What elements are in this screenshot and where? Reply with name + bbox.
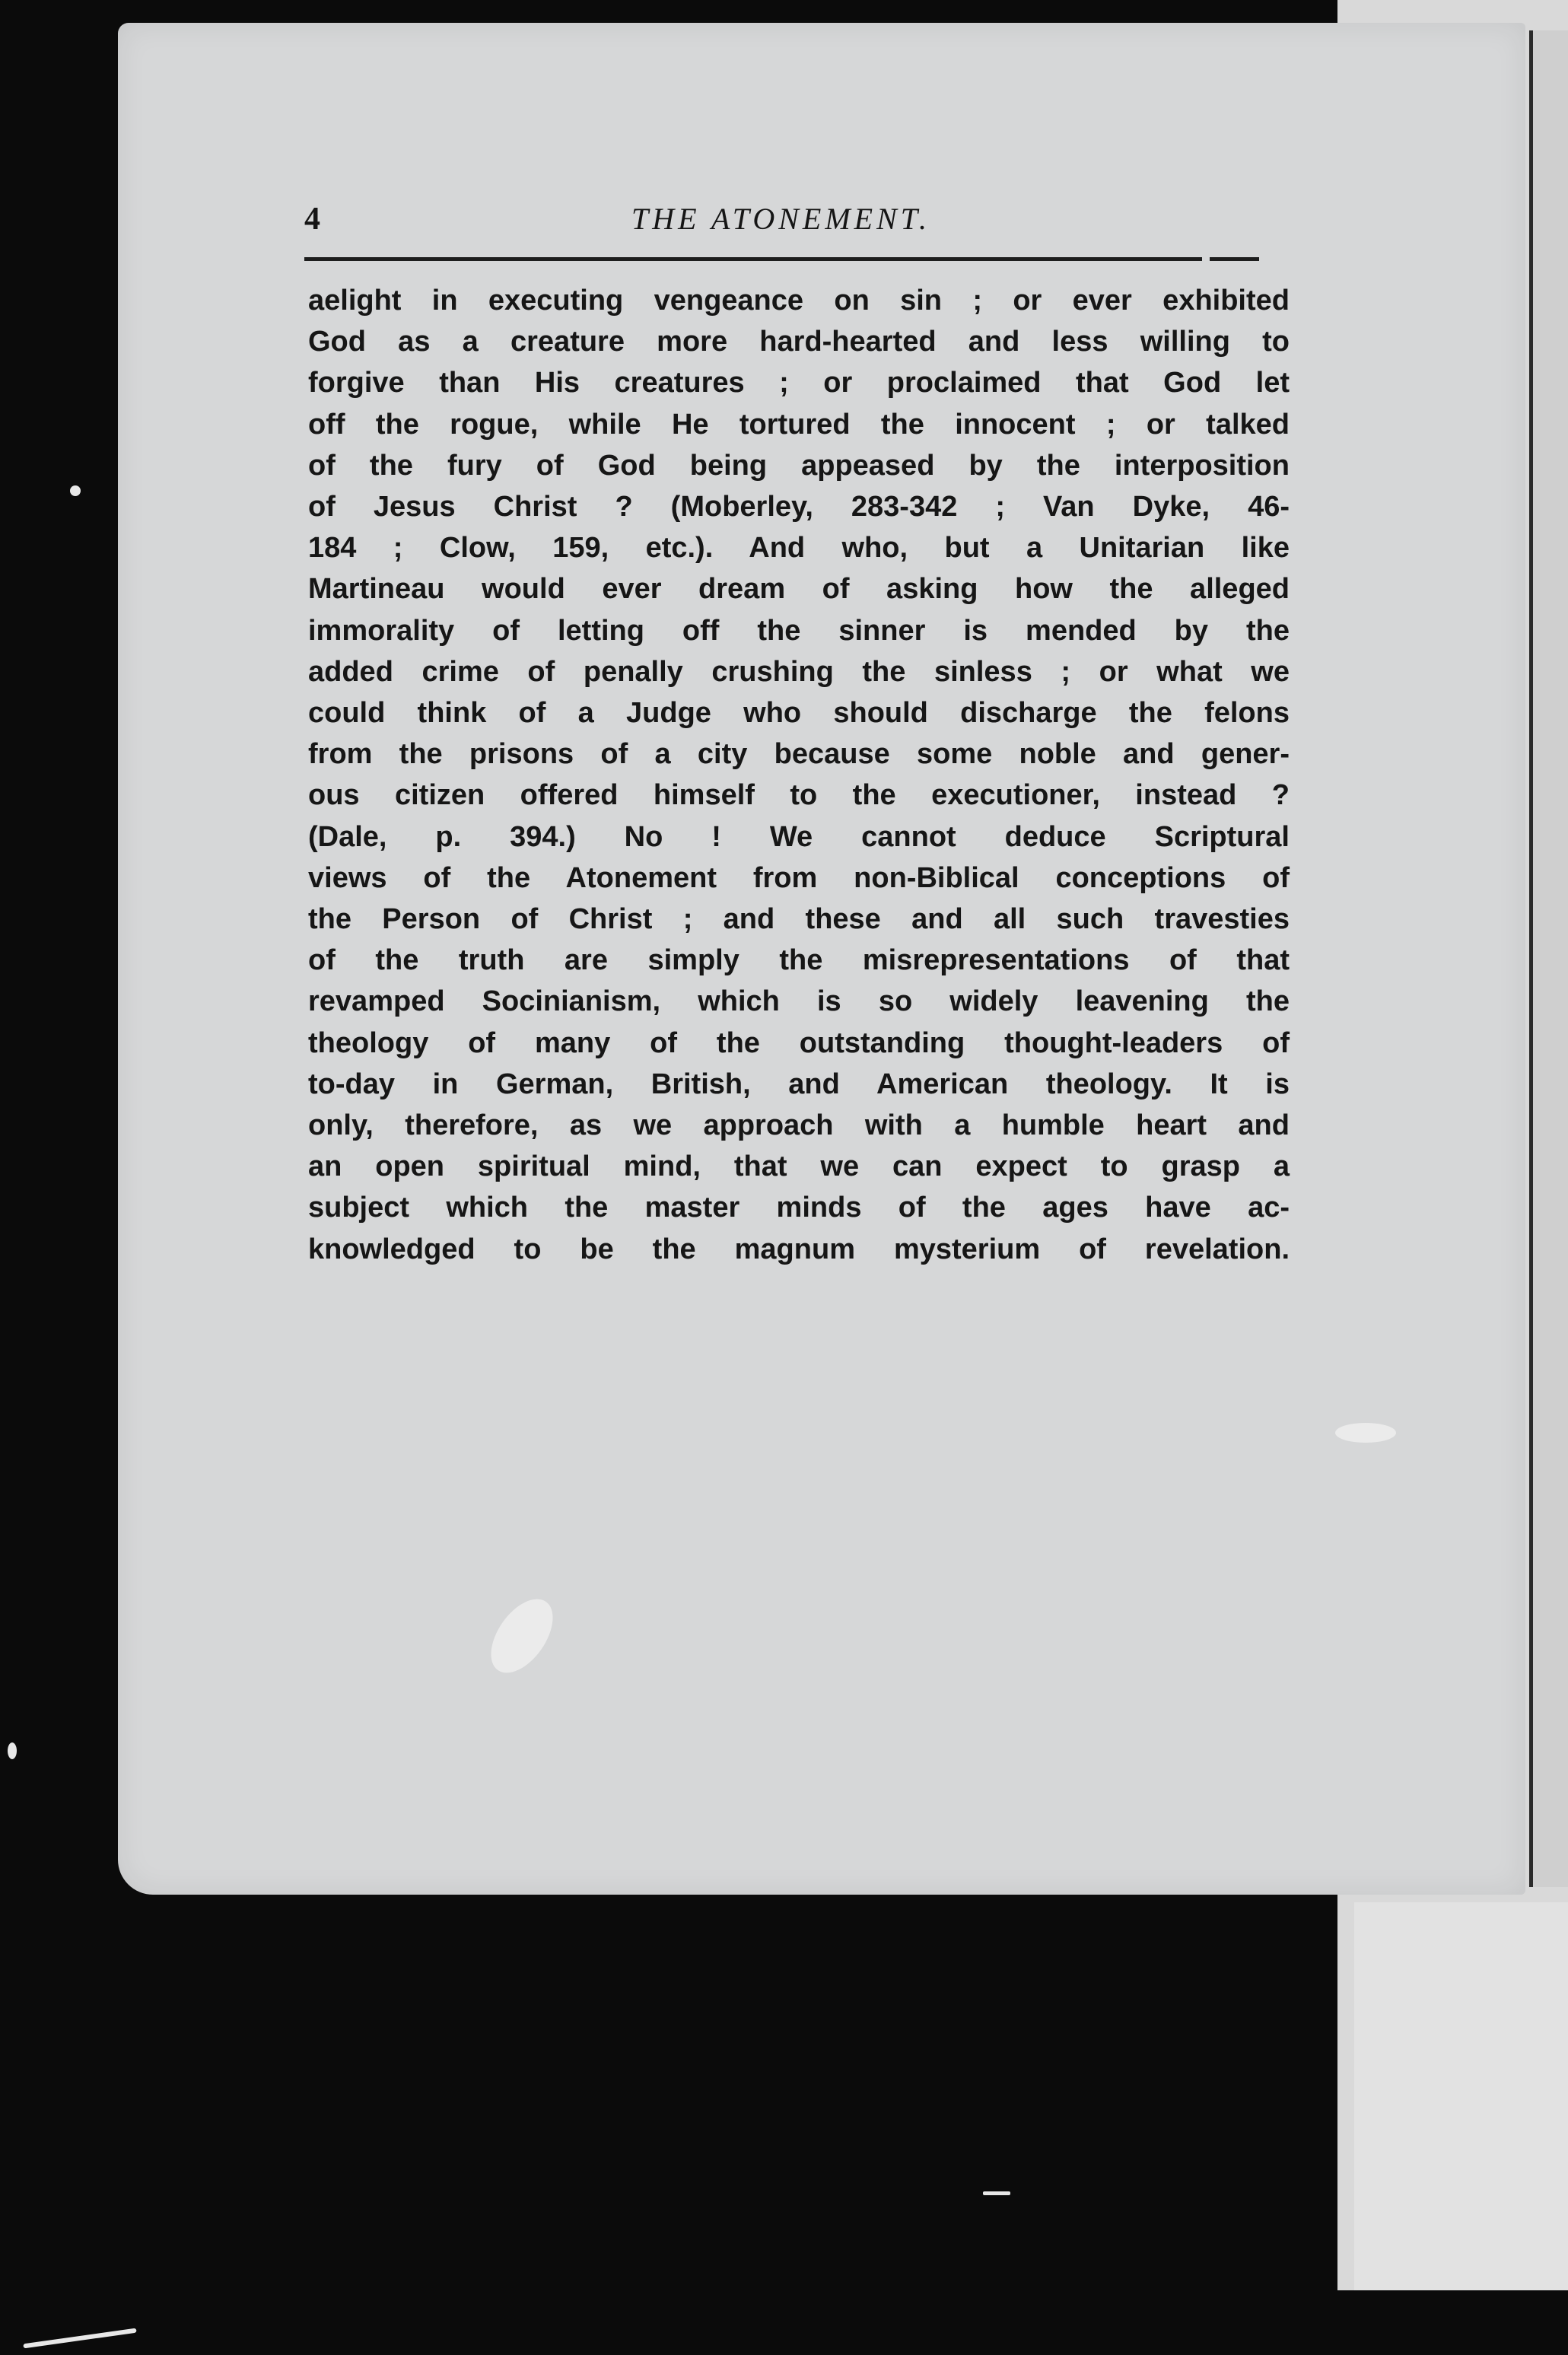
adjacent-page-lower xyxy=(1354,1902,1568,2290)
adjacent-page-margin xyxy=(1529,30,1568,1887)
text-line: (Dale, p. 394.) No ! We cannot deduce Scriptural xyxy=(308,820,1290,853)
text-line: to-day in German, British, and American theology. It is xyxy=(308,1068,1290,1100)
text-line: of Jesus Christ ? (Moberley, 283-342 ; Van Dyke, 46- xyxy=(308,491,1290,524)
text-line: the Person of Christ ; and these and all such travesties xyxy=(308,903,1290,936)
text-line: theology of many of the outstanding thought-leaders of xyxy=(308,1026,1290,1059)
scan-speck xyxy=(8,1742,17,1759)
text-line: off the rogue, while He tortured the innocent ; or talked xyxy=(308,408,1290,441)
text-line: 184 ; Clow, 159, etc.). And who, but a Unitarian like xyxy=(308,532,1290,565)
text-line: could think of a Judge who should discharge the felons xyxy=(308,697,1290,730)
text-line: immorality of letting off the sinner is mended by the xyxy=(308,614,1290,647)
running-title: THE ATONEMENT. xyxy=(631,202,931,236)
scan-blot xyxy=(1335,1423,1396,1443)
text-line: only, therefore, as we approach with a humble heart and xyxy=(308,1109,1290,1142)
text-line: subject which the master minds of the ages have ac- xyxy=(308,1192,1290,1224)
text-line: knowledged to be the magnum mysterium of revelation. xyxy=(308,1233,1290,1265)
text-line: added crime of penally crushing the sinless ; or what we xyxy=(308,655,1290,688)
text-line: Martineau would ever dream of asking how the alleged xyxy=(308,573,1290,606)
scan-speck xyxy=(70,485,81,496)
scan-speck xyxy=(983,2191,1010,2195)
header-rule-gap xyxy=(1202,256,1210,263)
text-line: ous citizen offered himself to the executioner, instead ? xyxy=(308,779,1290,812)
text-line: God as a creature more hard-hearted and less willing to xyxy=(308,326,1290,358)
text-line: revamped Socinianism, which is so widely leavening the xyxy=(308,985,1290,1018)
text-line: aelight in executing vengeance on sin ; or ever exhibited xyxy=(308,285,1290,317)
text-line: of the truth are simply the misrepresentations of that xyxy=(308,944,1290,977)
text-line: views of the Atonement from non-Biblical conceptions of xyxy=(308,861,1290,894)
header-rule xyxy=(304,257,1259,261)
text-line: an open spiritual mind, that we can expect to grasp a xyxy=(308,1150,1290,1183)
page-header xyxy=(304,196,1263,250)
page-number: 4 xyxy=(304,202,320,237)
text-line: from the prisons of a city because some noble and gener- xyxy=(308,738,1290,771)
body-text xyxy=(308,280,1290,1270)
scan-speck xyxy=(23,2328,136,2349)
text-line: of the fury of God being appeased by the interposition xyxy=(308,449,1290,482)
text-line: forgive than His creatures ; or proclaimed that God let xyxy=(308,367,1290,399)
